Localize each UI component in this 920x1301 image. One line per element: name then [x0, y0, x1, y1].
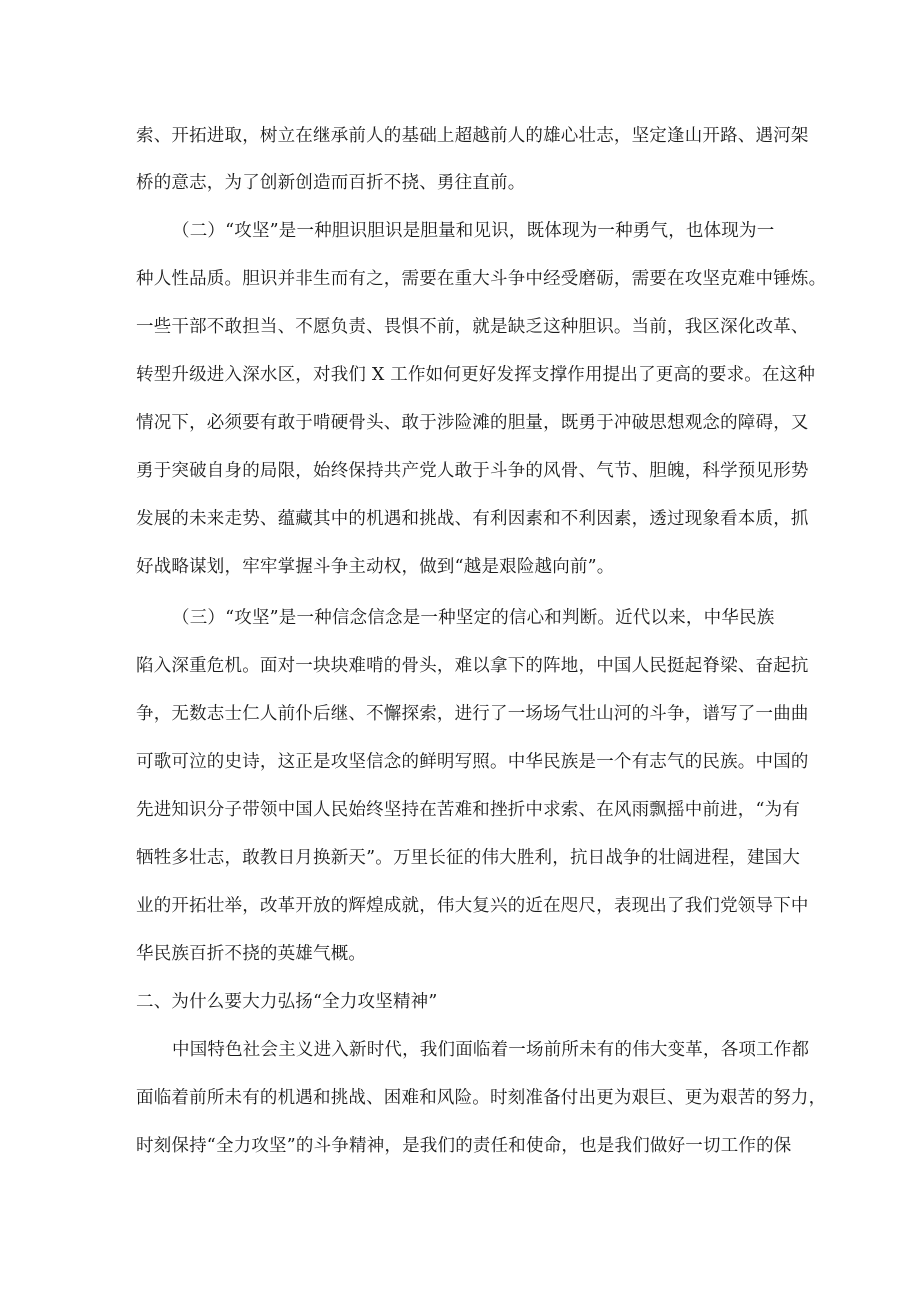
text-line: 争，无数志士仁人前仆后继、不懈探索，进行了一场场气壮山河的斗争，谱写了一曲曲: [136, 704, 809, 724]
section-heading: 二、为什么要大力弘扬“全力攻坚精神”: [136, 992, 438, 1012]
text-line: 陷入深重危机。面对一块块难啃的骨头，难以拿下的阵地，中国人民挺起脊梁、奋起抗: [136, 656, 809, 676]
text-line: 一些干部不敢担当、不愿负责、畏惧不前，就是缺乏这种胆识。当前，我区深化改革、: [136, 317, 809, 337]
text-line: 先进知识分子带领中国人民始终坚持在苦难和挫折中求索、在风雨飘摇中前进，“为有: [136, 800, 801, 820]
text-line: 华民族百折不挠的英雄气概。: [136, 944, 367, 964]
text-line: 情况下，必须要有敢于啃硬骨头、敢于涉险滩的胆量，既勇于冲破思想观念的障碍，又: [136, 413, 809, 433]
paragraph-first-line: 中国特色社会主义进入新时代，我们面临着一场前所未有的伟大变革，各项工作都: [172, 1040, 810, 1060]
text-line: 种人性品质。胆识并非生而有之，需要在重大斗争中经受磨砺，需要在攻坚克难中锤炼。: [136, 269, 827, 289]
text-line: 可歌可泣的史诗，这正是攻坚信念的鲜明写照。中华民族是一个有志气的民族。中国的: [136, 752, 809, 772]
text-line: 面临着前所未有的机遇和挑战、困难和风险。时刻准备付出更为艰巨、更为艰苦的努力，: [136, 1088, 827, 1108]
text-line: 时刻保持“全力攻坚”的斗争精神，是我们的责任和使命，也是我们做好一切工作的保: [136, 1136, 792, 1156]
paragraph-heading-line: （三）“攻坚”是一种信念信念是一种坚定的信心和判断。近代以来，中华民族: [172, 608, 775, 628]
text-line: 勇于突破自身的局限，始终保持共产党人敢于斗争的风骨、气节、胆魄，科学预见形势: [136, 461, 809, 481]
text-line: 索、开拓进取，树立在继承前人的基础上超越前人的雄心壮志，坚定逢山开路、遇河架: [136, 126, 809, 146]
text-line: 牺牲多壮志，敢教日月换新天”。万里长征的伟大胜利，抗日战争的壮阔进程，建国大: [136, 848, 801, 868]
text-line: 转型升级进入深水区，对我们 X 工作如何更好发挥支撑作用提出了更高的要求。在这种: [136, 365, 816, 385]
text-line: 业的开拓壮举，改革开放的辉煌成就，伟大复兴的近在咫尺，表现出了我们党领导下中: [136, 896, 809, 916]
text-line: 好战略谋划，牢牢掌握斗争主动权，做到“越是艰险越向前”。: [136, 557, 615, 577]
paragraph-heading-line: （二）“攻坚”是一种胆识胆识是胆量和见识，既体现为一种勇气，也体现为一: [172, 221, 775, 241]
text-line: 发展的未来走势、蕴藏其中的机遇和挑战、有利因素和不利因素，透过现象看本质，抓: [136, 509, 809, 529]
text-line: 桥的意志，为了创新创造而百折不挠、勇往直前。: [136, 173, 526, 193]
